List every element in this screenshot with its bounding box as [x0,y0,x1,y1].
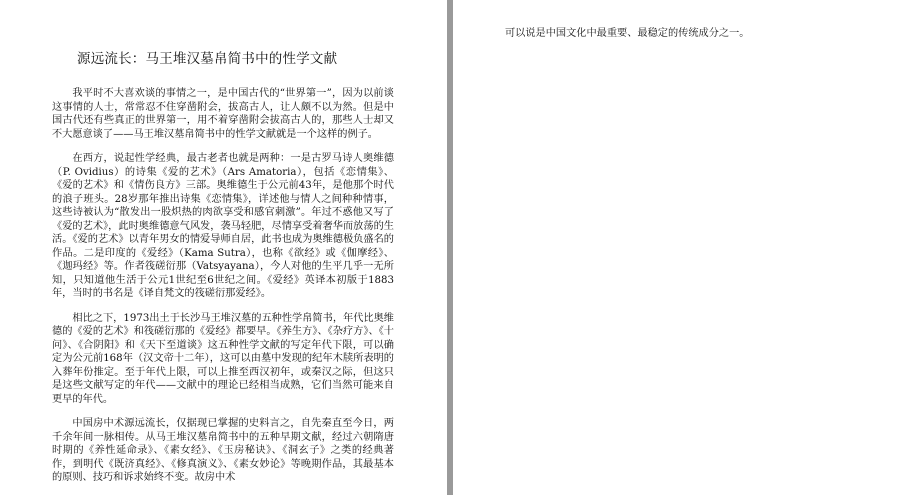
paragraph-3: 相比之下，1973出土于长沙马王堆汉墓的五种性学帛简书，年代比奥维德的《爱的艺术》和筏磋衍那的《爱经》都要早。《养生方》、《杂疗方》、《十问》、《合阴阳》和《天下至道谈》这五种性学文献的写定年代下限，可以确定为公元前168年（汉文帝十二年），这可以由墓中发现的纪年木牍所表明的入葬年份推定。至于年代上限，可以上推至西汉初年，或秦汉之际，但这只是这些文献写定的年代——文献中的理论已经相当成熟，它们当然可能来自更早的年代。 [52,312,394,405]
article-body [52,87,394,495]
right-page [453,0,900,495]
left-page [0,0,447,495]
continuation-text: 可以说是中国文化中最重要、最稳定的传统成分之一。 [505,28,750,39]
page-title: 源远流长：马王堆汉墓帛简书中的性学文献 [77,51,338,67]
paragraph-1: 我平时不大喜欢谈的事情之一，是中国古代的“世界第一”，因为以前谈这事情的人士，常常忍不住穿凿附会，拔高古人，让人颇不以为然。但是中国古代还有些真正的世界第一，用不着穿凿附会拔高古人的，那些人士却又不大愿意谈了——马王堆汉墓帛简书中的性学文献就是一个这样的例子。 [52,88,394,140]
paragraph-4: 中国房中术源远流长，仅据现已掌握的史料言之，自先秦直至今日，两千余年间一脉相传。从马王堆汉墓帛简书中的五种早期文献，经过六朝隋唐时期的《养性延命录》、《素女经》、《玉房秘诀》、《洞玄子》之类的经典著作，到明代《既济真经》、《修真演义》、《素女妙论》等晚期作品，其最基本的原则、技巧和诉求始终不变。故房中术 [52,418,394,483]
paragraph-2: 在西方，说起性学经典，最古老者也就是两种：一是古罗马诗人奥维德（P. Ovidius）的诗集《爱的艺术》（Ars Amatoria），包括《恋情集》、《爱的艺术》和《情伤良方》三部。奥维德生于公元前43年，是他那个时代的浪子班头。28岁那年推出诗集《恋情集》，详述他与情人之间种种情事，这些诗被认为“散发出一股炽热的肉欲享受和感官刺激”。年过不惑他又写了《爱的艺术》，此时奥维德意气风发，袭马轻肥，尽情享受着奢华而放荡的生活。《爱的艺术》以青年男女的情爱导师自居，此书也成为奥维德极负盛名的作品。二是印度的《爱经》（Kama Sutra），也称《欲经》或《伽摩经》、《迦玛经》等。作者筏磋衍那（Vatsyayana），今人对他的生平几乎一无所知，只知道他生活于公元1世纪至6世纪之间。《爱经》英译本初版于1883年，当时的书名是《译自梵文的筏磋衍那爱经》。 [52,153,394,299]
